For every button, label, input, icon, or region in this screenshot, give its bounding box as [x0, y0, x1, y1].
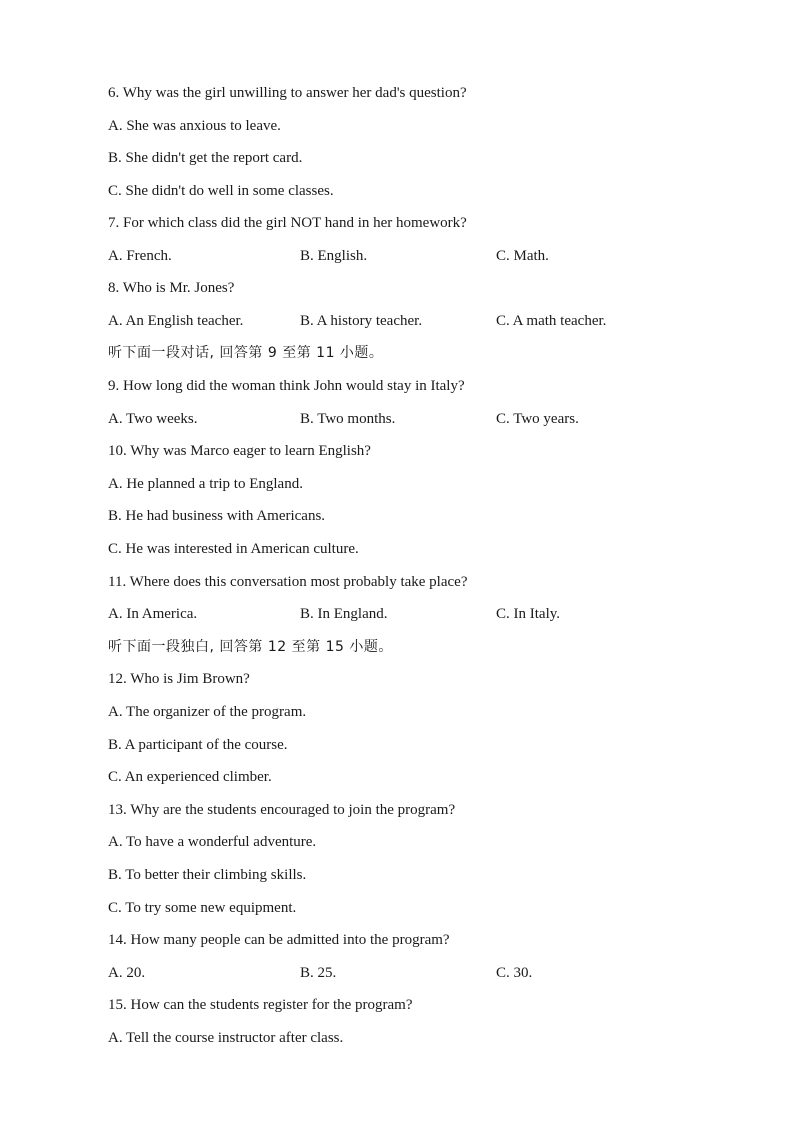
q8-option-b: B. A history teacher. [300, 313, 423, 329]
question-11: 11. Where does this conversation most probably take place? [108, 574, 468, 590]
q6-option-a: A. She was anxious to leave. [108, 118, 281, 134]
q13-option-c: C. To try some new equipment. [108, 900, 297, 916]
q6-option-b: B. She didn't get the report card. [108, 150, 303, 166]
question-7: 7. For which class did the girl NOT hand in her homework? [108, 215, 467, 231]
q7-options [108, 246, 708, 266]
q7-option-a: A. French. [108, 248, 172, 264]
instruction-12-15: 听下面一段独白, 回答第 12 至第 15 小题。 [108, 639, 393, 655]
q9-options [108, 409, 708, 429]
q8-options [108, 311, 708, 331]
q8-option-c: C. A math teacher. [496, 313, 607, 329]
q11-options [108, 604, 708, 624]
q11-option-a: A. In America. [108, 606, 198, 622]
q9-option-c: C. Two years. [496, 411, 579, 427]
q10-option-c: C. He was interested in American culture. [108, 541, 359, 557]
q14-option-b: B. 25. [300, 965, 337, 981]
q14-option-c: C. 30. [496, 965, 533, 981]
question-13: 13. Why are the students encouraged to join the program? [108, 802, 456, 818]
q9-option-a: A. Two weeks. [108, 411, 198, 427]
q13-option-b: B. To better their climbing skills. [108, 867, 307, 883]
q10-option-b: B. He had business with Americans. [108, 508, 326, 524]
q12-option-c: C. An experienced climber. [108, 769, 272, 785]
question-14: 14. How many people can be admitted into the program? [108, 932, 450, 948]
question-15: 15. How can the students register for the program? [108, 997, 413, 1013]
q6-option-c: C. She didn't do well in some classes. [108, 183, 334, 199]
question-8: 8. Who is Mr. Jones? [108, 280, 235, 296]
question-10: 10. Why was Marco eager to learn English? [108, 443, 371, 459]
q11-option-c: C. In Italy. [496, 606, 561, 622]
q10-option-a: A. He planned a trip to England. [108, 476, 303, 492]
q11-option-b: B. In England. [300, 606, 388, 622]
q7-option-b: B. English. [300, 248, 368, 264]
q12-option-b: B. A participant of the course. [108, 737, 288, 753]
question-6: 6. Why was the girl unwilling to answer her dad's question? [108, 85, 467, 101]
question-9: 9. How long did the woman think John would stay in Italy? [108, 378, 465, 394]
q8-option-a: A. An English teacher. [108, 313, 244, 329]
question-12: 12. Who is Jim Brown? [108, 671, 250, 687]
q14-options [108, 963, 708, 983]
q15-option-a: A. Tell the course instructor after class. [108, 1030, 344, 1046]
q14-option-a: A. 20. [108, 965, 146, 981]
instruction-9-11: 听下面一段对话, 回答第 9 至第 11 小题。 [108, 345, 384, 361]
q9-option-b: B. Two months. [300, 411, 396, 427]
q7-option-c: C. Math. [496, 248, 549, 264]
q12-option-a: A. The organizer of the program. [108, 704, 307, 720]
q13-option-a: A. To have a wonderful adventure. [108, 834, 317, 850]
